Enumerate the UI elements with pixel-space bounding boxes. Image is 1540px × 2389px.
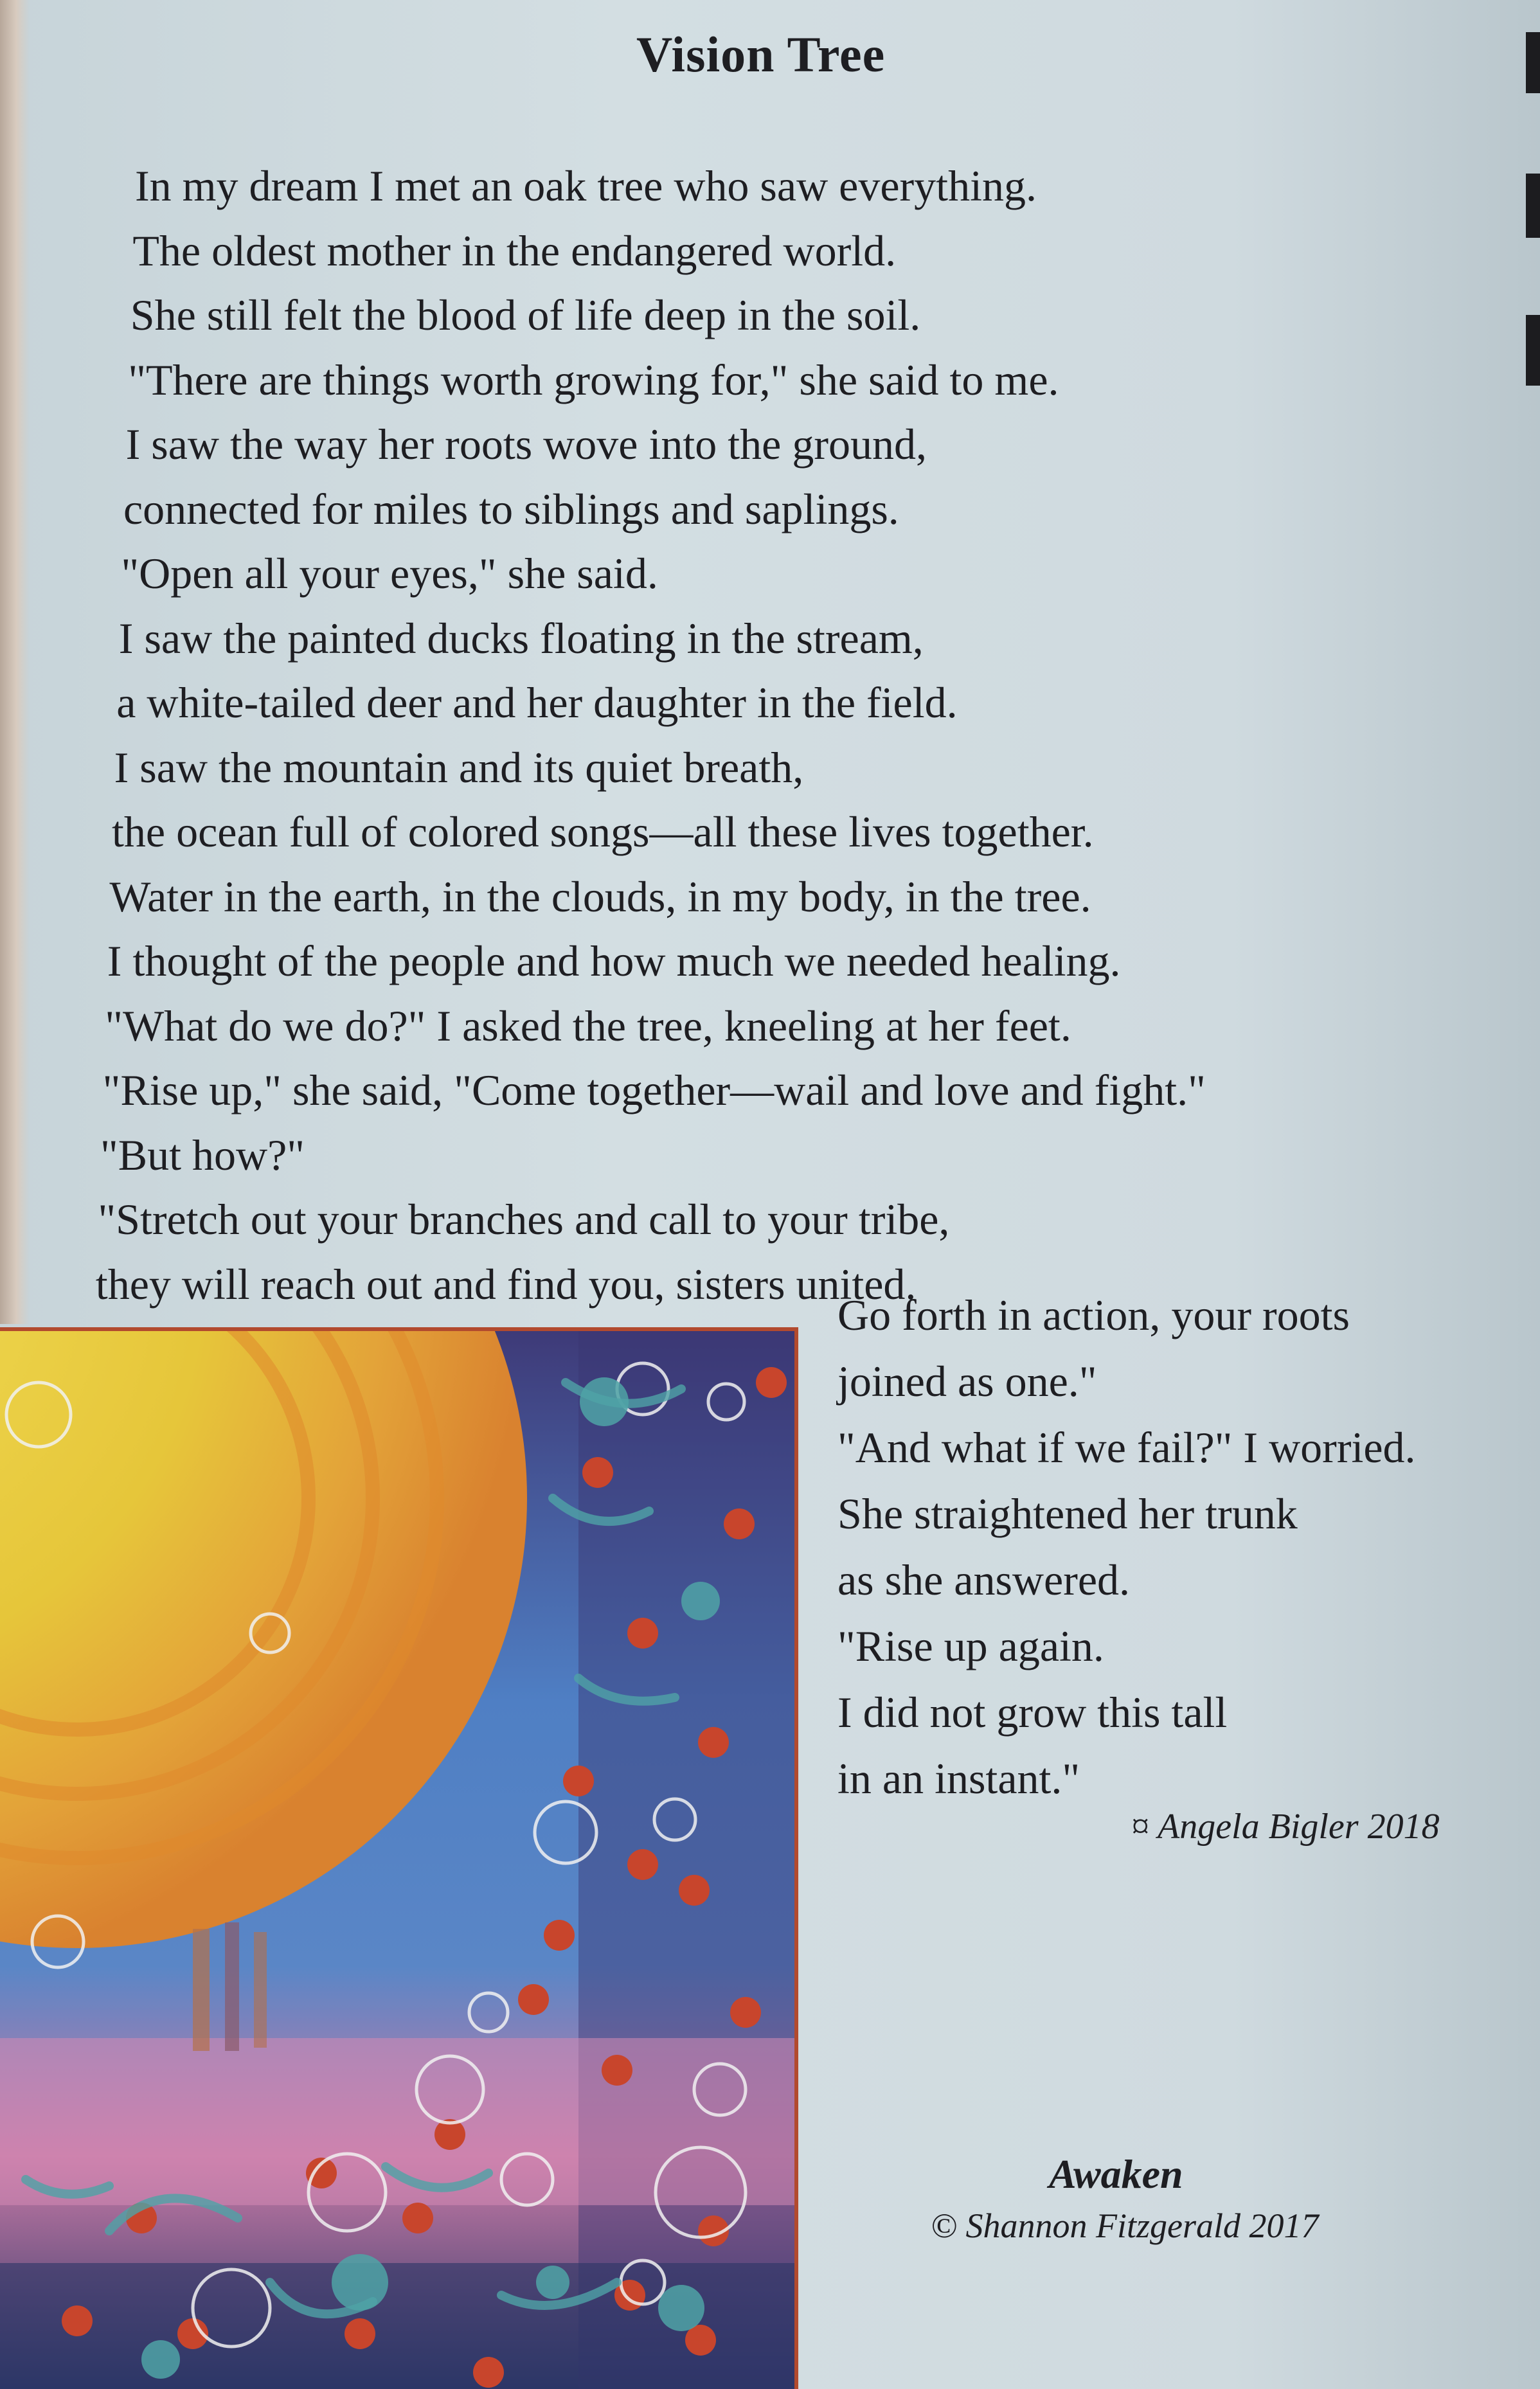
poem-line: as she answered. [837, 1555, 1131, 1604]
painting-mark [698, 1727, 729, 1758]
poem-line: "Rise up," she said, "Come together—wail and love and fight." [102, 1066, 1206, 1114]
artwork-title: Awaken [1049, 2151, 1183, 2197]
poem-line: "Rise up again. [837, 1622, 1104, 1670]
painting-mark [544, 1920, 575, 1951]
painting-mark [679, 1875, 710, 1906]
page-tab-marker [1526, 315, 1540, 386]
painting-mark [141, 2340, 180, 2379]
poem-line: I did not grow this tall [837, 1688, 1228, 1737]
poem-line: I thought of the people and how much we needed healing. [107, 936, 1121, 985]
poem-line: the ocean full of colored songs—all these lives together. [112, 807, 1094, 856]
page-tab-marker [1526, 174, 1540, 238]
poem-line: Water in the earth, in the clouds, in my body, in the tree. [109, 872, 1091, 921]
poem-line: "Stretch out your branches and call to your tribe, [98, 1195, 950, 1244]
artwork-painting [0, 1327, 798, 2389]
poem-line: "But how?" [100, 1130, 305, 1179]
poem-line: "There are things worth growing for," she said to me. [128, 355, 1059, 404]
poem-line: Go forth in action, your roots [837, 1291, 1350, 1339]
artwork-credit: © Shannon Fitzgerald 2017 [931, 2206, 1319, 2245]
poem-line: a white-tailed deer and her daughter in the field. [116, 678, 958, 727]
painting-mark [332, 2254, 388, 2311]
poem-line: they will reach out and find you, sisters united. [95, 1259, 917, 1309]
painting-mark [582, 1457, 613, 1488]
painting-mark [473, 2357, 504, 2388]
poem-line: "What do we do?" I asked the tree, kneeling at her feet. [105, 1001, 1071, 1050]
painting-mark [756, 1367, 787, 1398]
painting-mark [402, 2203, 433, 2233]
painting-mark [681, 1582, 720, 1620]
poem-line: In my dream I met an oak tree who saw everything. [135, 161, 1037, 210]
painting-mark [563, 1766, 594, 1796]
poem-line: joined as one." [837, 1357, 1097, 1406]
poem-line: I saw the mountain and its quiet breath, [114, 742, 804, 792]
page-tab-marker [1526, 32, 1540, 93]
poem-title: Vision Tree [636, 26, 886, 82]
painting-mark [658, 2285, 704, 2331]
poem-author-credit: ¤ Angela Bigler 2018 [1131, 1807, 1440, 1847]
painting-mark [724, 1508, 755, 1539]
painting-mark [536, 2266, 569, 2299]
painting-mark [602, 2055, 632, 2086]
poem-line: I saw the way her roots wove into the ground, [125, 420, 927, 469]
painting-mark [627, 1618, 658, 1649]
painting-mark [627, 1849, 658, 1880]
painting-mark [730, 1997, 761, 2028]
painting-mark [345, 2318, 375, 2349]
poem-line: The oldest mother in the endangered world. [132, 226, 897, 275]
book-spine-edge [0, 0, 30, 1324]
poem-line: She straightened her trunk [837, 1489, 1298, 1538]
poem-line: I saw the painted ducks floating in the stream, [118, 613, 924, 663]
poem-line: "Open all your eyes," she said. [121, 549, 658, 598]
poem-line: She still felt the blood of life deep in the soil. [130, 291, 921, 339]
poem-line: "And what if we fail?" I worried. [837, 1423, 1416, 1472]
poem-line: in an instant." [837, 1754, 1080, 1803]
poem-line: connected for miles to siblings and saplings. [123, 484, 899, 533]
painting-mark [62, 2305, 93, 2336]
painting-mark [518, 1984, 549, 2015]
